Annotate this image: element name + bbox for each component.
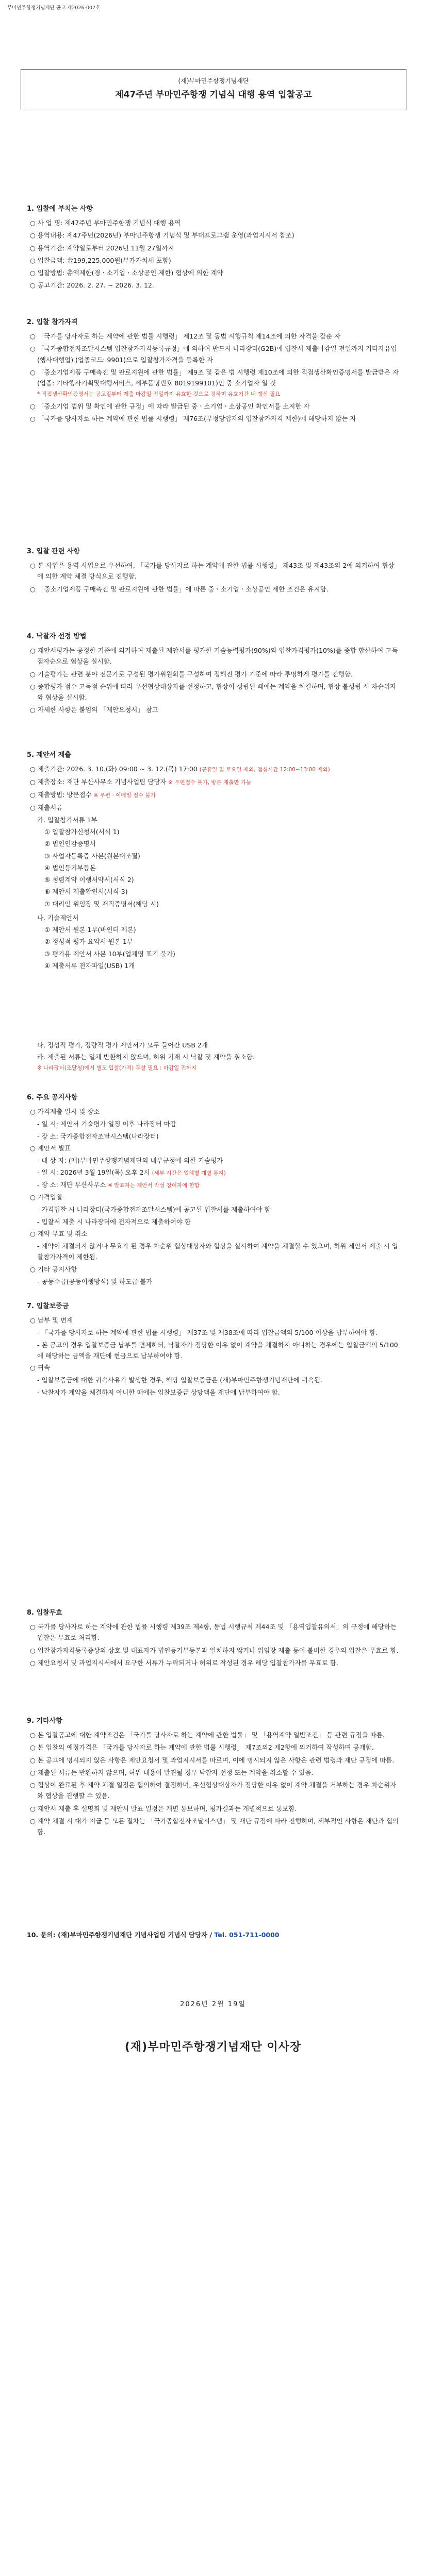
s6-presentation-place: - 장 소: 재단 부산사무소 bbox=[37, 1181, 106, 1189]
s5-docs-label: ○ 제출서류 bbox=[30, 803, 63, 811]
section-5-heading: 5. 제안서 제출 bbox=[27, 751, 71, 759]
s5-doc-a: ② 법인인감증명서 bbox=[44, 840, 96, 848]
s2-item: ○ 「국가를 당사자로 하는 계약에 관한 법률 시행령」 제12조 및 동법 시행규칙 제14조에 의한 자격을 갖춘 자 bbox=[30, 332, 341, 341]
s6-presentation-place-note: ※ 발표자는 제안서 작성 참여자에 한함 bbox=[108, 1182, 200, 1189]
s6-presentation-date: - 일 시: 2026년 3월 19일(목) 오후 2시 bbox=[37, 1168, 150, 1177]
s5-item bbox=[30, 789, 399, 801]
s2-red-note: * 직접생산확인증명서는 공고일부터 제출 마감일 전일까지 유효한 것으로 정하며 유효기간 내 갱신 필요 bbox=[37, 391, 281, 398]
s6-detail: - 장 소: 국가종합전자조달시스템(나라장터) bbox=[37, 1132, 159, 1140]
s1-item: ○ 입찰방법: 총액제한(경ㆍ소기업ㆍ소상공인 제한) 협상에 의한 계약 bbox=[30, 269, 223, 277]
section-3-heading: 3. 입찰 관련 사항 bbox=[27, 548, 80, 555]
s5-doc-b: ① 제안서 원본 1부(바인더 제본) bbox=[44, 926, 136, 934]
s5-doc-a: ④ 법인등기부등본 bbox=[44, 863, 96, 872]
section-1 bbox=[27, 204, 399, 293]
s5-doc-b: ③ 평가용 제안서 사본 10부(업체명 표기 불가) bbox=[44, 950, 175, 958]
s1-item: ○ 용역기간: 계약일로부터 2026년 11월 27일까지 bbox=[30, 244, 174, 252]
s6-detail: - 일 시: 제안서 기술평가 일정 이후 나라장터 마감 bbox=[37, 1120, 176, 1128]
s5-place-note: ※ 우편접수 불가, 방문 제출만 가능 bbox=[168, 779, 252, 786]
s9-item: ○ 제출된 서류는 반환하지 않으며, 허위 내용이 발견될 경우 낙찰자 선정 또는 계약을 취소할 수 있음. bbox=[30, 1768, 314, 1776]
s5-doc-a: ⑤ 청렴계약 이행서약서(서식 2) bbox=[44, 876, 134, 884]
section-8 bbox=[27, 1607, 399, 1670]
s5-doc-b: ② 정성적 평가 요약서 원본 1부 bbox=[44, 938, 133, 946]
s5-doc-a: ⑦ 대리인 위임장 및 재직증명서(해당 시) bbox=[44, 900, 159, 908]
s5-red-note: ※ 나라장터(조달청)에서 별도 입찰(가격) 투찰 필요 : 마감일 전까지 bbox=[37, 1064, 196, 1071]
s1-item: ○ 용역내용: 제47주년(2026년) 부마민주항쟁 기념식 및 부대프로그램 운영(과업지시서 참조) bbox=[30, 231, 294, 240]
s3-item: ○ 「중소기업제품 구매촉진 및 판로지원에 관한 법률」에 따른 중ㆍ소기업ㆍ소상공인 제한 조건은 유지함. bbox=[30, 585, 329, 593]
contact-phone-link[interactable]: Tel. 051-711-0000 bbox=[214, 1931, 280, 1939]
s8-item: ○ 제안요청서 및 과업지시서에서 요구한 서류가 누락되거나 허위로 작성된 경우 해당 입찰참가자를 무효로 함. bbox=[30, 1658, 338, 1667]
s5-item bbox=[30, 764, 399, 775]
s3-item: ○ 본 사업은 용역 사업으로 우선하여, 「국가를 당사자로 하는 계약에 관한 법률 시행령」 제43조 및 제43조의 2에 의거하여 협상에 의한 계약 체결 방식으로 진행함. bbox=[30, 562, 395, 581]
s7-detail: - 본 공고의 경우 입찰보증금 납부를 면제하되, 낙찰자가 정당한 이유 없이 계약을 체결하지 아니하는 경우에는 입찰금액의 5/100에 해당하는 금액을 재단에 현금으로 납부하여야 함. bbox=[37, 1341, 398, 1360]
s6-detail bbox=[37, 1167, 399, 1178]
s5-group-a: 가. 입찰참가서류 1부 bbox=[37, 816, 97, 824]
s5-note: 다. 정성적 평가, 정량적 평가 제안서가 모두 들어간 USB 2개 bbox=[37, 1041, 208, 1049]
s1-item: ○ 사 업 명: 제47주년 부마민주항쟁 기념식 대행 용역 bbox=[30, 219, 181, 227]
s6-detail: - 계약이 체결되지 않거나 무효가 된 경우 차순위 협상대상자와 협상을 실시하여 계약을 체결할 수 있으며, 허위 제안서 제출 시 입찰참가자격이 제한됨. bbox=[37, 1242, 398, 1261]
s9-item: ○ 제안서 제출 후 설명회 및 제안서 발표 일정은 개별 통보하며, 평가결과는 개별적으로 통보함. bbox=[30, 1804, 297, 1812]
s5-doc-a: ① 입찰참가신청서(서식 1) bbox=[44, 828, 120, 836]
section-5 bbox=[27, 750, 399, 972]
s6-item: ○ 기타 공지사항 bbox=[30, 1265, 77, 1273]
s6-detail: - 공동수급(공동이행방식) 및 하도급 불가 bbox=[37, 1277, 153, 1285]
s8-item: ○ 입찰참가자격등록증상의 상호 및 대표자가 법인등기부등본과 일치하지 않거나 위임장 제출 등이 불비한 경우의 입찰은 무효로 함. bbox=[30, 1646, 399, 1654]
s5-period-note: (공휴일 및 토요일 제외, 점심시간 12:00~13:00 제외) bbox=[199, 767, 330, 773]
section-3 bbox=[27, 546, 399, 596]
s9-item: ○ 본 입찰의 예정가격은 「국가를 당사자로 하는 계약에 관한 법률 시행령」 제7조의2 제2항에 의거하여 작성하며 공개함. bbox=[30, 1743, 374, 1752]
s6-presentation-date-note: (세부 시간은 업체별 개별 통지) bbox=[152, 1170, 226, 1177]
s7-item: ○ 귀속 bbox=[30, 1364, 51, 1372]
s5-item bbox=[30, 776, 399, 788]
s5-group-b: 나. 기술제안서 bbox=[37, 913, 79, 922]
section-2-heading: 2. 입찰 참가자격 bbox=[27, 318, 78, 326]
section-9 bbox=[27, 1716, 399, 1839]
s6-detail: - 대 상 자: (재)부마민주항쟁기념재단의 내부규정에 의한 기술평가 bbox=[37, 1157, 223, 1165]
section-6-heading: 6. 주요 공지사항 bbox=[27, 1094, 78, 1101]
s5-method-note: ※ 우편ㆍ이메일 접수 불가 bbox=[93, 792, 156, 799]
s7-detail: - 낙찰자가 계약을 체결하지 아니한 때에는 입찰보증금 상당액을 재단에 납부하여야 함. bbox=[37, 1388, 280, 1396]
section-6 bbox=[27, 1092, 399, 1288]
s1-item: ○ 입찰금액: 金199,225,000원(부가가치세 포함) bbox=[30, 256, 171, 264]
section-4 bbox=[27, 631, 399, 717]
s6-detail: - 가격입찰 시 나라장터(국가종합전자조달시스템)에 공고된 입찰서를 제출하여야 함 bbox=[37, 1206, 271, 1214]
s2-item: ○ 「중소기업제품 구매촉진 및 판로지원에 관한 법률」 제9조 및 같은 법 시행령 제10조에 의한 직접생산확인증명서를 발급받은 자(업종: 기타행사기획및대행서비스, 세부품명번호 8019199101)인 중 소기업자 일 것 bbox=[30, 368, 399, 387]
s8-item: ○ 국가를 당사자로 하는 계약에 관한 법률 시행령 제39조 제4항, 동법 시행규칙 제44조 및 「용역입찰유의서」의 규정에 해당하는 입찰은 무효로 처리함. bbox=[30, 1623, 397, 1642]
s6-item: ○ 가격제출 일시 및 장소 bbox=[30, 1108, 100, 1116]
section-7-heading: 7. 입찰보증금 bbox=[27, 1302, 69, 1310]
s7-item: ○ 납부 및 면제 bbox=[30, 1316, 73, 1325]
s5-place: ○ 제출장소: 재단 부산사무소 기념사업팀 담당자 bbox=[30, 777, 167, 786]
s1-item: ○ 공고기간: 2026. 2. 27. ~ 2026. 3. 12. bbox=[30, 281, 154, 290]
s5-doc-a: ③ 사업자등록증 사본(원본대조필) bbox=[44, 852, 140, 860]
s2-item: ○ 「국가를 당사자로 하는 계약에 관한 법률 시행령」 제76조(부정당업자의 입찰참가자격 제한)에 해당하지 않는 자 bbox=[30, 415, 356, 423]
s4-item: ○ 제안서평가는 공정한 기준에 의거하여 제출된 제안서를 평가한 기술능력평가(90%)와 입찰가격평가(10%)를 종합 합산하여 고득점자순으로 협상을 실시함. bbox=[30, 647, 398, 666]
s6-detail: - 입찰서 제출 시 나라장터에 전자적으로 제출하여야 함 bbox=[37, 1217, 191, 1226]
title-box bbox=[21, 69, 406, 110]
page-title: 제47주년 부마민주항쟁 기념식 대행 용역 입찰공고 bbox=[115, 90, 312, 100]
title-org: (재)부마민주항쟁기념재단 bbox=[178, 77, 249, 84]
contact-line bbox=[27, 1929, 399, 1940]
section-7 bbox=[27, 1301, 399, 1399]
s6-item: ○ 제안서 발표 bbox=[30, 1144, 71, 1152]
s2-item: ○ 「국가종합전자조달시스템 입찰참가자격등록규정」에 의하여 반드시 나라장터(G2B)에 입찰서 제출마감일 전일까지 기타자유업(행사대행업) (업종코드: 9901)으로 입찰참가자격을 등록한 자 bbox=[30, 345, 397, 364]
s5-method: ○ 제출방법: 방문접수 bbox=[30, 790, 92, 799]
s7-detail: - 입찰보증금에 대한 귀속사유가 발생한 경우, 해당 입찰보증금은 (재)부마민주항쟁기념재단에 귀속됨. bbox=[37, 1376, 323, 1384]
s5-note: 라. 제출된 서류는 일체 반환하지 않으며, 허위 기재 시 낙찰 및 계약을 취소함. bbox=[37, 1053, 255, 1061]
s7-detail: - 「국가를 당사자로 하는 계약에 관한 법률 시행령」 제37조 및 제38조에 따라 입찰금액의 5/100 이상을 납부하여야 함. bbox=[37, 1329, 378, 1337]
section-2 bbox=[27, 317, 399, 426]
issuer-signature: (재)부마민주항쟁기념재단 이사장 bbox=[124, 2041, 302, 2054]
s9-item: ○ 본 공고에 명시되지 않은 사항은 제안요청서 및 과업지시서를 따르며, 이에 명시되지 않은 사항은 관련 법령과 재단 규정에 따름. bbox=[30, 1756, 395, 1764]
section-5-notes bbox=[27, 1040, 399, 1074]
s9-item: ○ 계약 체결 시 대가 지급 등 모든 절차는 「국가종합전자조달시스템」 및 재단 규정에 따라 진행하며, 세부적인 사항은 재단과 협의함. bbox=[30, 1817, 399, 1836]
s5-doc-b: ④ 제출서류 전자파일(USB) 1개 bbox=[44, 961, 135, 970]
s6-item: ○ 계약 무효 및 취소 bbox=[30, 1229, 88, 1238]
s6-detail bbox=[37, 1179, 399, 1191]
section-4-heading: 4. 낙찰자 선정 방법 bbox=[27, 633, 87, 640]
issue-date: 2026년 2월 19일 bbox=[180, 2001, 246, 2008]
s5-period: ○ 제출기간: 2026. 3. 10.(화) 09:00 ~ 3. 12.(목) 17:00 bbox=[30, 765, 198, 773]
s9-item: ○ 협상이 완료된 후 계약 체결 일정은 협의하여 결정하며, 우선협상대상자가 정당한 이유 없이 계약 체결을 거부하는 경우 차순위자와 협상을 진행할 수 있음. bbox=[30, 1781, 397, 1800]
section-8-heading: 8. 입찰무효 bbox=[27, 1609, 62, 1617]
notice-number: 부마민주항쟁기념재단 공고 제2026-002호 bbox=[7, 5, 101, 11]
s4-item: ○ 기술평가는 관련 분야 전문가로 구성된 평가위원회를 구성하여 정해진 평가 기준에 따라 투명하게 평가를 진행함. bbox=[30, 670, 353, 678]
contact-label: 10. 문의: (재)부마민주항쟁기념재단 기념사업팀 기념식 담당자 / bbox=[27, 1931, 212, 1939]
s6-item: ○ 가격입찰 bbox=[30, 1193, 63, 1201]
section-1-heading: 1. 입찰에 부치는 사항 bbox=[27, 205, 93, 213]
section-9-heading: 9. 기타사항 bbox=[27, 1717, 62, 1725]
s9-item: ○ 본 입찰공고에 대한 계약조건은 「국가를 당사자로 하는 계약에 관한 법률」 및 「용역계약 일반조건」 등 관련 규정을 따름. bbox=[30, 1731, 385, 1739]
s4-item: ○ 자세한 사항은 붙임의 「제안요청서」 참고 bbox=[30, 706, 158, 714]
s4-item: ○ 종합평가 점수 고득점 순위에 따라 우선협상대상자를 선정하고, 협상이 성립된 때에는 계약을 체결하며, 협상 불성립 시 차순위자와 협상을 실시함. bbox=[30, 682, 397, 702]
s2-item: ○ 「중소기업 범위 및 확인에 관한 규정」에 따라 발급된 중ㆍ소기업ㆍ소상공인 확인서를 소지한 자 bbox=[30, 402, 310, 411]
s5-doc-a: ⑥ 제안서 제출확인서(서식 3) bbox=[44, 888, 128, 896]
